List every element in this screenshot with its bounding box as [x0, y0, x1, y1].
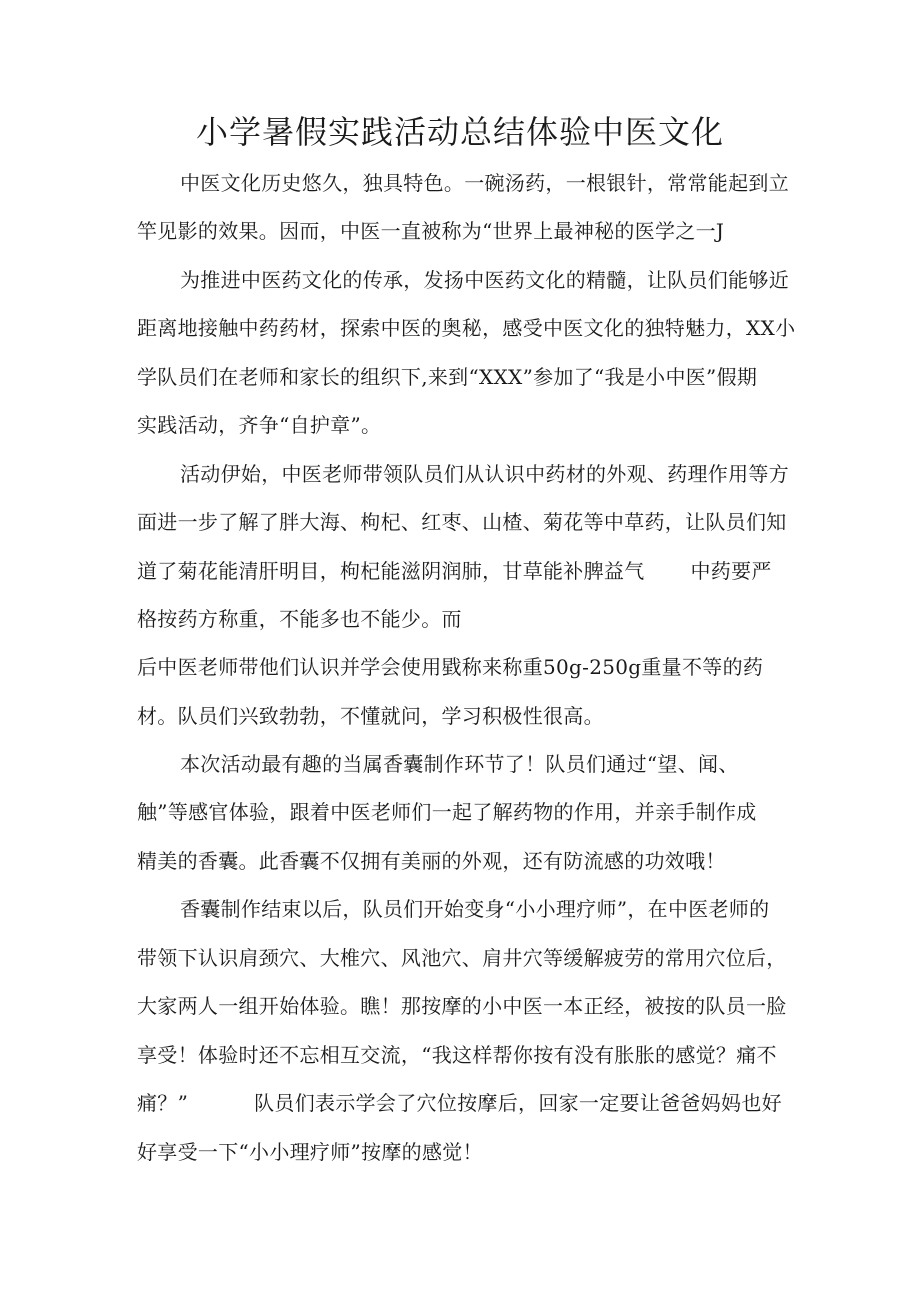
paragraph-line: 好享受一下“小小理疗师”按摩的感觉！ — [137, 1140, 483, 1164]
page-title: 小学暑假实践活动总结体验中医文化 — [195, 113, 724, 151]
paragraph-line: 活动伊始，中医老师带领队员们从认识中药材的外观、药理作用等方 — [180, 462, 789, 486]
paragraph-line: 实践活动，齐争“自护章”。 — [137, 413, 382, 437]
paragraph-line: 后中医老师带他们认识并学会使用戥称来称重50g-250g重量不等的药 — [137, 655, 764, 679]
paragraph-line: 竿见影的效果。因而，中医一直被称为“世界上最神秘的医学之一J — [137, 219, 725, 243]
paragraph-line: 学队员们在老师和家长的组织下,来到“XXX”参加了“我是小中医”假期 — [137, 365, 758, 389]
paragraph-line-part: 中药要严 — [690, 559, 772, 583]
paragraph-line: 为推进中医药文化的传承，发扬中医药文化的精髓，让队员们能够近 — [180, 268, 789, 292]
paragraph-line: 带领下认识肩颈穴、大椎穴、风池穴、肩井穴等缓解疲劳的常用穴位后， — [137, 946, 787, 970]
paragraph-line: 享受！体验时还不忘相互交流，“我这样帮你按有没有胀胀的感觉？痛不 — [137, 1043, 777, 1067]
paragraph-line — [137, 1088, 782, 1118]
paragraph-line — [137, 556, 772, 586]
paragraph-line: 触”等感官体验，跟着中医老师们一起了解药物的作用，并亲手制作成 — [137, 800, 757, 824]
paragraph-line: 距离地接触中药药材，探索中医的奥秘，感受中医文化的独特魅力，XX小 — [137, 316, 796, 340]
paragraph-line: 中医文化历史悠久，独具特色。一碗汤药，一根银针，常常能起到立 — [180, 171, 789, 195]
paragraph-line: 材。队员们兴致勃勃，不懂就问，学习积极性很高。 — [137, 704, 604, 728]
paragraph-line: 格按药方称重，不能多也不能少。而 — [137, 607, 462, 631]
paragraph-line-part: 痛？” — [137, 1091, 189, 1115]
paragraph-line: 大家两人一组开始体验。瞧！那按摩的小中医一本正经，被按的队员一脸 — [137, 994, 787, 1018]
paragraph-line-part: 队员们表示学会了穴位按摩后，回家一定要让爸爸妈妈也好 — [254, 1091, 782, 1115]
paragraph-line: 面进一步了解了胖大海、枸杞、红枣、山楂、菊花等中草药，让队员们知 — [137, 510, 787, 534]
paragraph-line: 精美的香囊。此香囊不仅拥有美丽的外观，还有防流感的功效哦！ — [137, 849, 726, 873]
paragraph-line: 香囊制作结束以后，队员们开始变身“小小理疗师”，在中医老师的 — [180, 897, 770, 921]
paragraph-line-part: 道了菊花能清肝明目，枸杞能滋阴润肺，甘草能补脾益气 — [137, 559, 645, 583]
paragraph-line: 本次活动最有趣的当属香囊制作环节了！队员们通过“望、闻、 — [180, 752, 739, 776]
